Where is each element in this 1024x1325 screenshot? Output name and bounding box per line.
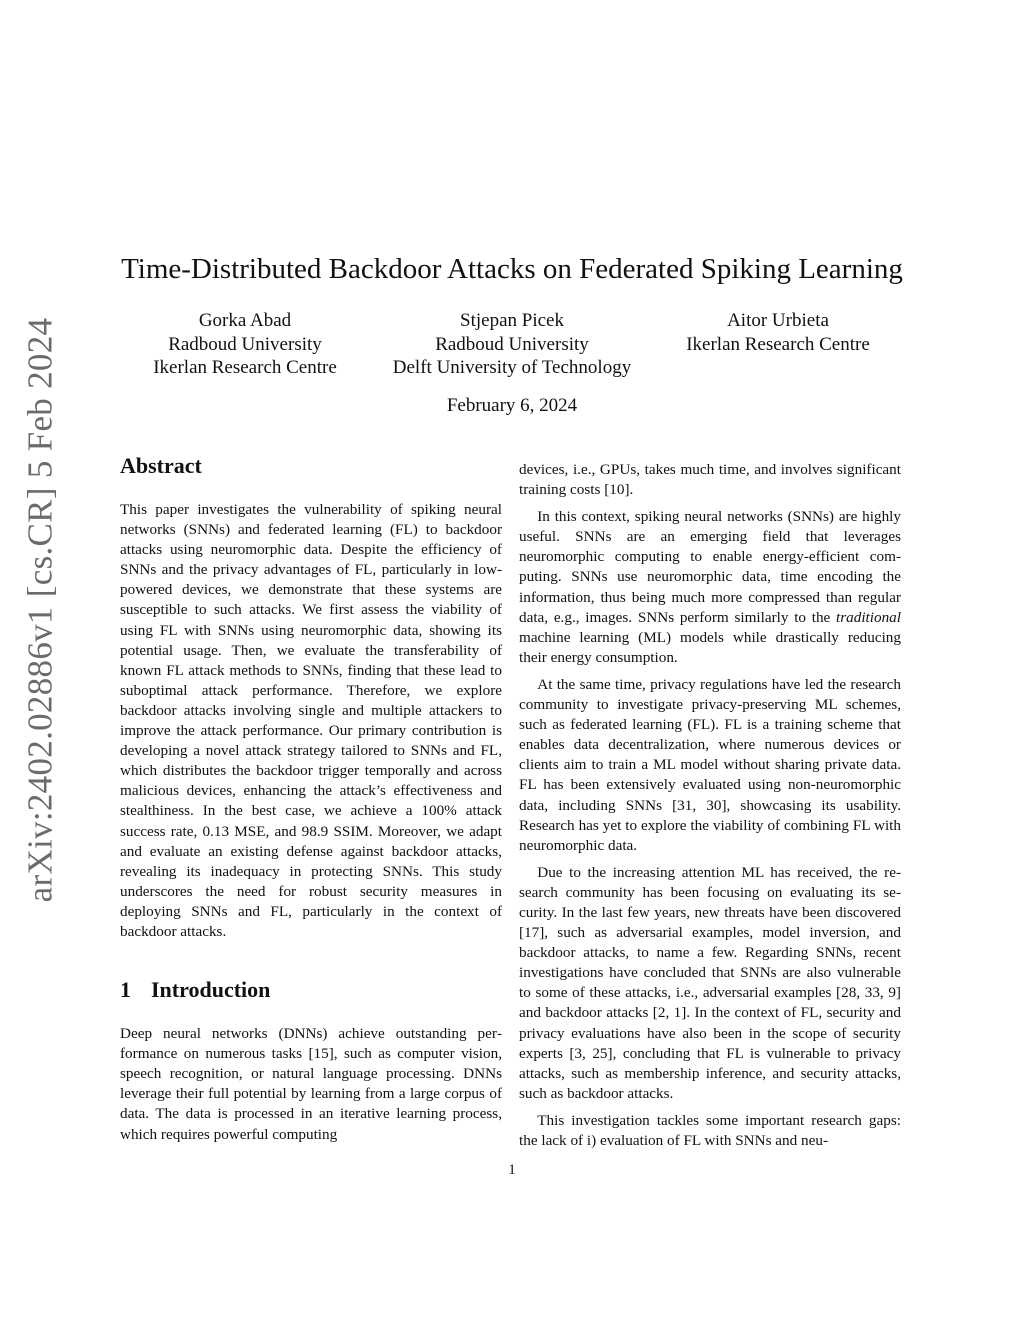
page-number: 1 — [508, 1162, 516, 1178]
author-affiliation: Radboud University — [168, 333, 322, 355]
abstract-heading: Abstract — [120, 453, 202, 478]
author-affiliation: Ikerlan Research Centre — [686, 333, 870, 355]
section-title: Introduction — [151, 977, 271, 1003]
paper-title: Time-Distributed Backdoor Attacks on Federated Spiking Learning — [121, 253, 903, 285]
arxiv-identifier-text: arXiv:2402.02886v1 [cs.CR] 5 Feb 2024 — [20, 317, 60, 903]
author-block-2 — [372, 309, 652, 380]
left-column — [120, 452, 502, 1145]
author-affiliation: Delft University of Technology — [392, 357, 632, 378]
section-number: 1 — [120, 977, 131, 1003]
paragraph-text: machine learning (ML) models while drastically reducing their energy consumption. — [519, 628, 901, 666]
author-affiliation: Ikerlan Research Centre — [153, 357, 337, 378]
italic-word: traditional — [836, 608, 901, 626]
intro-paragraph-continuation: devices, i.e., GPUs, takes much time, and involves significant training costs [10]. — [519, 461, 901, 499]
author-name: Aitor Urbieta — [727, 310, 829, 331]
author-affiliation: Radboud University — [435, 333, 589, 355]
intro-paragraph-1: Deep neural networks (DNNs) achieve outstanding performance on numerous tasks [15], such as computer vision, speech recognition, or natural language processing. DNNs leverage their full potential by learning from a large corpus of data. The data is processed in an iterative learning process, which requires powerful computing — [120, 1025, 502, 1143]
abstract-text: This paper investigates the vulnerability of spiking neural networks (SNNs) and federated learning (FL) to backdoor attacks using neuromorphic data. Despite the efficiency of SNNs and the privacy advantages of FL, particularly in low-powered devices, we demonstrate that these systems are susceptible to such attacks. We first assess the viability of using FL with SNNs using neuromorphic data, showing its potential usage. Then, we evaluate the transferability of known FL attack methods to SNNs, finding that these lead to suboptimal attack performance. Therefore, we explore backdoor attacks involving single and multiple attackers to improve the attack performance. Our primary contribution is developing a novel attack strategy tailored to SNNs and FL, which distributes the backdoor trigger temporally and across malicious devices, enhancing the attack’s effectiveness and stealthiness. In the best case, we achieve a 100% attack success rate, 0.13 MSE, and 98.9 SSIM. Moreover, we adapt and evaluate an existing defense against backdoor attacks, revealing its inadequacy in protecting SNNs. This study underscores the need for robust security measures in deploying SNNs and FL, particularly in the context of backdoor attacks. — [120, 501, 502, 940]
intro-paragraph-5: This investigation tackles some important research gaps: the lack of i) evaluation of FL with SNNs and neu- — [519, 1111, 901, 1149]
paragraph-text: In this context, spiking neural networks (SNNs) are highly useful. SNNs are an emerging field that leverages neuromorphic computing to enable energy-efficient computing. SNNs use neuromorphic data, time encoding the information, thus being much more compressed than regular data, e.g., images. SNNs perform similarly to the — [519, 508, 901, 626]
author-name: Stjepan Picek — [460, 310, 564, 331]
arxiv-identifier-stamp — [10, 240, 70, 980]
author-block-1 — [130, 309, 360, 380]
author-block-3 — [668, 309, 888, 356]
intro-paragraph-2 — [519, 507, 901, 668]
introduction-heading — [120, 976, 502, 1004]
intro-paragraph-4: Due to the increasing attention ML has received, the research community has been focusing on evaluating its security. In the last few years, new threats have been discovered [17], such as adversarial examples, model inversion, and backdoor attacks, to name a few. Regarding SNNs, recent investigations have concluded that SNNs are also vulnerable to some of these attacks, i.e., adversarial examples [28, 33, 9] and backdoor attacks [2, 1]. In the context of FL, security and privacy evaluations have also been in the scope of security experts [3, 25], concluding that FL is vulnerable to privacy attacks, such as membership inference, and security attacks, such as backdoor attacks. — [519, 863, 901, 1102]
author-name: Gorka Abad — [198, 310, 292, 331]
intro-paragraph-3: At the same time, privacy regulations have led the research community to investigate privacy-preserving ML schemes, such as federated learning (FL). FL is a training scheme that enables data decentralization, where numerous devices or clients aim to train a ML model without sharing private data. FL has been extensively evaluated using non-neuromorphic data, including SNNs [31, 30], showcasing its usability. Research has yet to explore the viability of combining FL with neuromorphic data. — [519, 675, 901, 854]
right-column — [519, 460, 901, 1151]
publication-date: February 6, 2024 — [446, 395, 578, 416]
